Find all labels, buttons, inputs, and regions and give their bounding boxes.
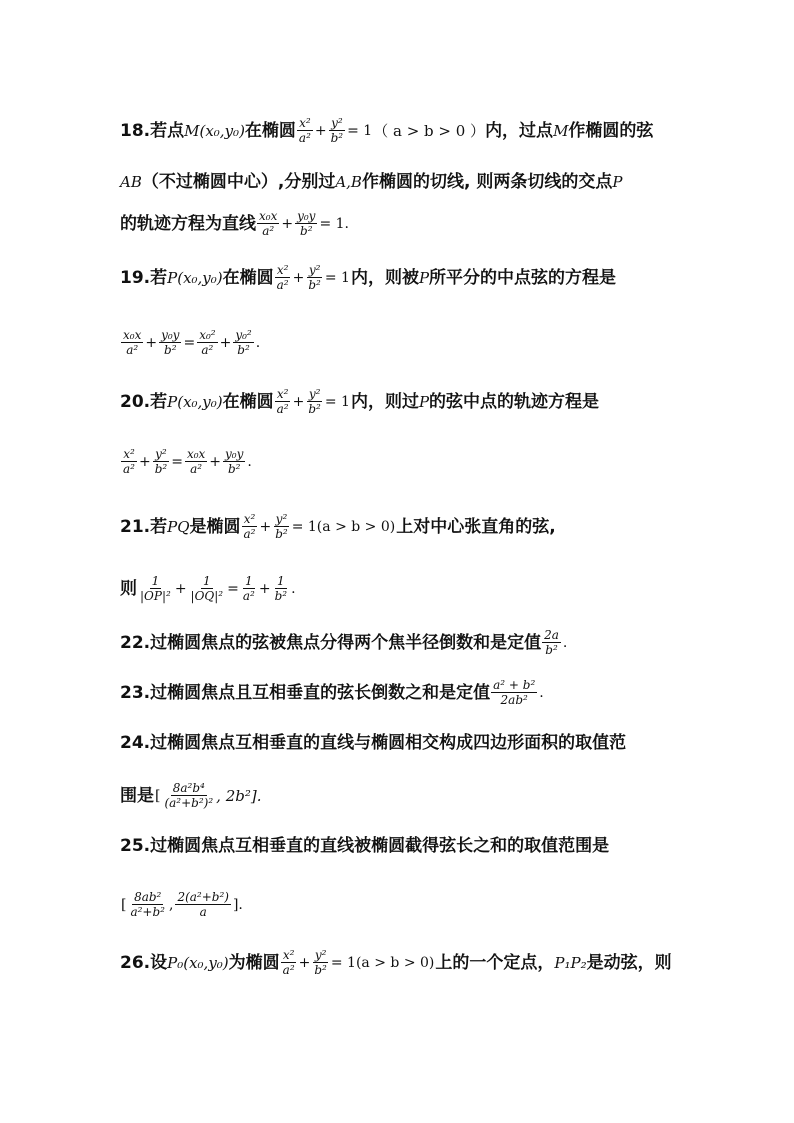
text: 作椭圆的切线, 则两条切线的交点: [361, 172, 613, 192]
text: 在椭圆: [222, 267, 274, 288]
item-26: [120, 948, 676, 977]
plus: +: [259, 518, 272, 535]
bracket: ].: [232, 896, 243, 913]
period: .: [562, 634, 568, 651]
text: 内，则过: [350, 391, 419, 412]
text: 是椭圆: [189, 516, 241, 537]
text: 21.若: [120, 516, 168, 537]
item-24-line-1: [120, 733, 676, 753]
text: 围是: [120, 785, 154, 806]
plus: +: [258, 580, 271, 597]
math: A,B: [335, 173, 362, 191]
fraction: $\frac{\text{y₀y}}{\text{b²}}$: [161, 328, 180, 357]
equals: =: [171, 453, 183, 470]
equals: = 1: [324, 393, 350, 410]
fraction: $\frac{1}{\text{|OQ|²}}$: [190, 574, 224, 603]
plus: +: [281, 215, 294, 232]
bracket: [: [155, 787, 161, 804]
text: 18.若点: [120, 120, 185, 141]
fraction: $\frac{\text{y²}}{\text{b²}}$: [308, 263, 321, 292]
fraction: $\frac{\text{2(a²+b²)}}{a}$: [177, 890, 229, 919]
period: .: [247, 453, 252, 470]
text: 内，则被: [350, 267, 419, 288]
fraction: $\frac{\text{x²}}{\text{a²}}$: [276, 263, 289, 292]
item-18-line-2: [120, 172, 676, 192]
text: 的弦中点的轨迹方程是: [429, 391, 600, 412]
fraction: $\frac{\text{x₀²}}{\text{a²}}$: [199, 328, 216, 357]
bracket: [: [121, 896, 127, 913]
equals: =: [183, 334, 196, 351]
plus: +: [209, 453, 222, 470]
item-20-line-1: [120, 387, 676, 416]
math: P₁P₂: [554, 953, 587, 972]
item-19-line-1: [120, 263, 676, 292]
math: P₀(x₀,y₀): [167, 953, 229, 972]
fraction: $\frac{\text{x₀x}}{\text{a²}}$: [186, 447, 206, 476]
text: 22.过椭圆焦点的弦被焦点分得两个焦半径倒数和是定值: [120, 632, 542, 653]
plus: +: [292, 393, 305, 410]
item-18-line-3: [120, 209, 676, 238]
fraction: $\frac{\text{x²}}{\text{a²}}$: [243, 512, 256, 541]
fraction: $\frac{2a}{\text{b²}}$: [544, 628, 559, 657]
fraction: $\frac{1}{\text{a²}}$: [242, 574, 255, 603]
fraction: $\frac{1}{\text{|OP|²}}$: [140, 574, 171, 603]
text: 在椭圆: [222, 391, 274, 412]
text: 26.设: [120, 952, 168, 973]
math: P: [612, 173, 623, 191]
period: .: [291, 580, 296, 597]
fraction: $\frac{\text{x₀x}}{\text{a²}}$: [123, 328, 142, 357]
text: 上对中心张直角的弦,: [396, 516, 556, 537]
item-22: [120, 628, 676, 657]
fraction: $\frac{\text{y²}}{\text{b²}}$: [330, 116, 344, 145]
fraction: $\frac{\text{y₀y}}{\text{b²}}$: [297, 209, 316, 238]
fraction: $\frac{\text{8a²b⁴}}{\text{(a²+b²)²}}$: [164, 781, 214, 810]
plus: +: [174, 580, 187, 597]
item-21-line-2: [120, 574, 676, 603]
math: P(x₀,y₀): [167, 392, 223, 411]
text: 内，过点: [485, 120, 554, 141]
condition: （ a > b > 0 ）: [373, 121, 486, 140]
item-20-line-2: [120, 447, 676, 476]
math: M: [553, 121, 569, 140]
fraction: $\frac{1}{\text{b²}}$: [274, 574, 288, 603]
equals: = 1(a > b > 0): [330, 954, 435, 971]
item-23: [120, 678, 676, 707]
equals: = 1: [347, 122, 373, 139]
plus: +: [138, 453, 151, 470]
text: 19.若: [120, 267, 168, 288]
fraction: $\frac{\text{y²}}{\text{b²}}$: [308, 387, 321, 416]
item-21-line-1: [120, 512, 676, 541]
text: 则: [120, 578, 137, 599]
math: , 2b²].: [216, 786, 262, 805]
math: P: [418, 392, 430, 411]
text: 是动弦，则: [586, 952, 672, 973]
fraction: $\frac{\text{y₀y}}{\text{b²}}$: [225, 447, 244, 476]
plus: +: [314, 122, 327, 139]
fraction: $\frac{\text{x₀x}}{\text{a²}}$: [259, 209, 278, 238]
math: PQ: [167, 517, 190, 536]
math: P(x₀,y₀): [167, 268, 223, 287]
math: AB: [120, 173, 142, 191]
fraction: $\frac{\text{y₀²}}{\text{b²}}$: [235, 328, 252, 357]
plus: +: [145, 334, 158, 351]
math: P: [418, 268, 430, 287]
text: 的轨迹方程为直线: [120, 213, 256, 234]
fraction: $\frac{\text{x²}}{\text{a²}}$: [282, 948, 295, 977]
text: 作椭圆的弦: [568, 120, 654, 141]
fraction: $\frac{\text{y²}}{\text{b²}}$: [275, 512, 288, 541]
item-24-line-2: [120, 781, 676, 810]
fraction: $\frac{\text{y²}}{\text{b²}}$: [314, 948, 327, 977]
fraction: $\frac{\text{a² + b²}}{\text{2ab²}}$: [493, 678, 536, 707]
text: 在椭圆: [244, 120, 296, 141]
fraction: $\frac{\text{x²}}{\text{a²}}$: [298, 116, 311, 145]
text: 上的一个定点，: [435, 952, 555, 973]
fraction: $\frac{\text{x²}}{\text{a²}}$: [276, 387, 289, 416]
text: （不过椭圆中心）,分别过: [141, 172, 336, 192]
item-18-line-1: [120, 116, 676, 145]
text: 24.过椭圆焦点互相垂直的直线与椭圆相交构成四边形面积的取值范: [120, 733, 627, 753]
equals: = 1: [324, 269, 350, 286]
fraction: $\frac{\text{x²}}{\text{a²}}$: [123, 447, 135, 476]
period: .: [255, 334, 261, 351]
item-25-line-1: [120, 836, 676, 856]
plus: +: [219, 334, 232, 351]
fraction: $\frac{\text{8ab²}}{\text{a²+b²}}$: [130, 890, 165, 919]
plus: +: [292, 269, 305, 286]
fraction: $\frac{\text{y²}}{\text{b²}}$: [154, 447, 168, 476]
equals: =: [227, 580, 239, 597]
text: 所平分的中点弦的方程是: [429, 267, 617, 288]
text: 23.过椭圆焦点且互相垂直的弦长倒数之和是定值: [120, 682, 491, 703]
item-25-line-2: [120, 890, 676, 919]
equals: = 1(a > b > 0): [291, 518, 396, 535]
period: .: [539, 684, 544, 701]
item-19-line-2: [120, 328, 676, 357]
math: M(x₀,y₀): [184, 121, 245, 140]
text: 为椭圆: [228, 952, 280, 973]
text: 25.过椭圆焦点互相垂直的直线被椭圆截得弦长之和的取值范围是: [120, 836, 610, 856]
plus: +: [298, 954, 311, 971]
text: 20.若: [120, 391, 168, 412]
comma: ,: [168, 896, 174, 913]
equals: = 1.: [319, 215, 350, 232]
